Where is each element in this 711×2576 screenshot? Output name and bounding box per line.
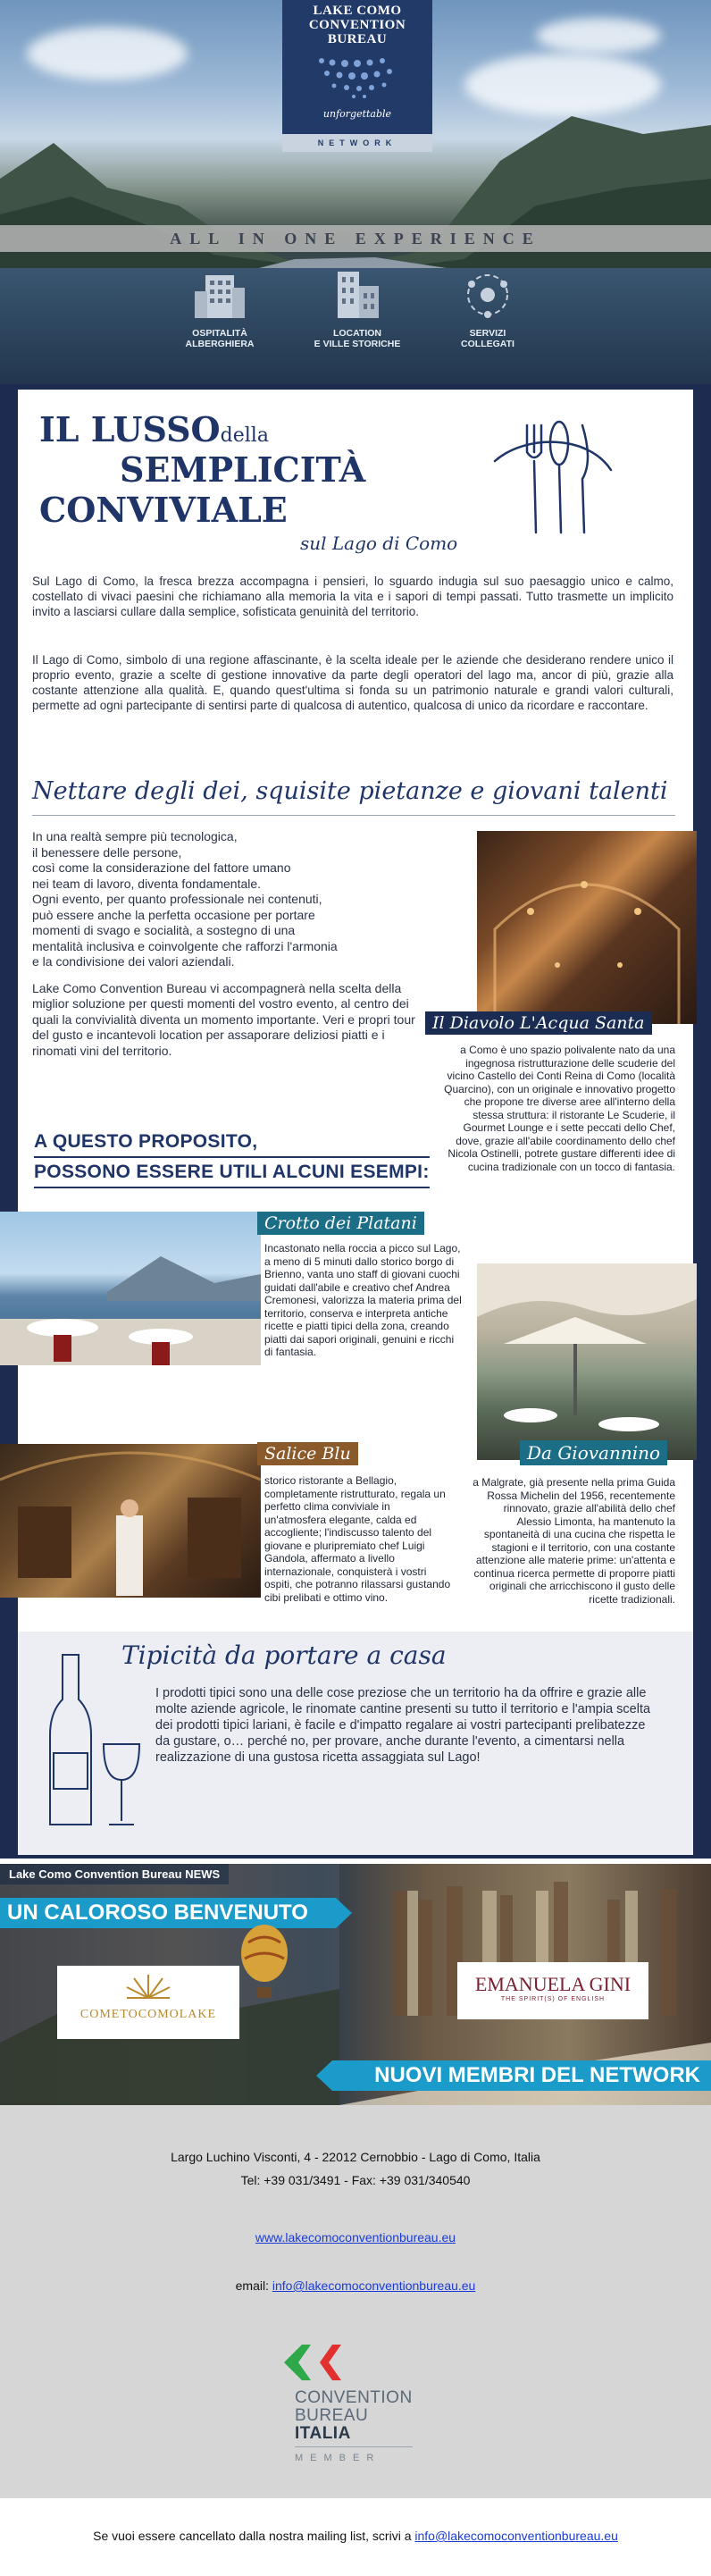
text-line: Ogni evento, per quanto professionale nei contenuti, bbox=[32, 892, 322, 906]
venue-desc-diavolo: a Como è uno spazio polivalente nato da una ingegnosa ristrutturazione delle scuderie del vicino Castello dei Conti Reina di Como (località Quarcino), con un originale e innovativo progetto che propone tre diverse aree all'interno della stessa struttura: il ristorante Le Scuderie, il Gourmet Lounge e i sette peccati dello Chef, dove, grazie all'abile coordinamento dello chef Nicola Ostinelli, potrete gustare differenti idee di cucina tradizionale con un tocco di fantasia. bbox=[444, 1044, 675, 1173]
hero-subtitle: sul Lago di Como bbox=[300, 533, 458, 554]
logo-line: BUREAU bbox=[327, 32, 388, 46]
member-card-emanuela-gini[interactable] bbox=[457, 1962, 648, 2019]
unsubscribe-text: Se vuoi essere cancellato dalla nostra mailing list, scrivi a bbox=[93, 2529, 412, 2543]
footer-phone: Tel: +39 031/3491 - Fax: +39 031/340540 bbox=[240, 2173, 471, 2187]
website-link[interactable]: www.lakecomoconventionbureau.eu bbox=[255, 2230, 456, 2245]
logo-network-label: NETWORK bbox=[282, 134, 432, 152]
lake-terrace-image bbox=[0, 1212, 261, 1365]
text-line: il benessere delle persone, bbox=[32, 844, 182, 860]
hero-title bbox=[39, 409, 365, 530]
divider bbox=[32, 815, 675, 816]
footer-email-row bbox=[0, 2278, 711, 2293]
hot-air-balloon-icon bbox=[236, 1923, 293, 2003]
arched-cellar-image bbox=[477, 831, 697, 1024]
footer-address: Largo Luchino Visconti, 4 - 22012 Cernobbio - Lago di Como, Italia bbox=[171, 2150, 540, 2164]
crotto-photo bbox=[0, 1212, 261, 1365]
email-label: email: bbox=[235, 2278, 269, 2293]
heading-line: POSSONO ESSERE UTILI ALCUNI ESEMPI: bbox=[34, 1158, 430, 1188]
service-label: SERVIZI bbox=[469, 328, 506, 339]
tipicita-title: Tipicità da portare a casa bbox=[121, 1640, 447, 1670]
talenti-text bbox=[32, 829, 425, 1070]
text-line: può essere anche la perfetta occasione per portare bbox=[32, 907, 315, 922]
member-subtitle: THE SPIRIT(S) OF ENGLISH bbox=[500, 1996, 606, 2002]
cutlery-icon bbox=[489, 407, 615, 541]
text-line: In una realtà sempre più tecnologica, bbox=[32, 829, 238, 843]
service-label: LOCATION bbox=[332, 328, 382, 339]
sun-logo-icon bbox=[121, 1971, 175, 2000]
member-name: COMETOCOMOLAKE bbox=[79, 2008, 217, 2021]
banner-arrow bbox=[316, 2060, 332, 2091]
hero-title-line: SEMPLICITÀ bbox=[120, 449, 366, 490]
venue-desc-giovannino: a Malgrate, già presente nella prima Guida Rossa Michelin del 1956, recentemente rinnovato, grazie all'abilità dello chef Alessio Limonta, ha mantenuto la spontaneità di una cucina che rispetta le stagioni e il territorio, con una costante attenzione alle materie prime: un'attenta e continua ricerca permette di proporre piatti originali che arricchiscono il gusto delle ricette tradizionali. bbox=[473, 1476, 675, 1606]
new-members-banner: NUOVI MEMBRI DEL NETWORK bbox=[332, 2060, 711, 2091]
hero-paragraph-1: Sul Lago di Como, la fresca brezza accompagna i pensieri, lo sguardo indugia sul suo paesaggio unico e calmo, costellato di vivaci paesini che richiamano alla memoria la vita e i sapori di tempi passati. Tutto trasmette un implicito invito a lasciarsi cullare dalla semplice, sofisticata genuinità del territorio. bbox=[32, 575, 673, 618]
esempi-heading bbox=[34, 1128, 430, 1188]
hero-title-line: IL LUSSO bbox=[39, 409, 221, 449]
service-label: ALBERGHIERA bbox=[185, 339, 255, 349]
venue-tag-salice: Salice Blu bbox=[257, 1442, 358, 1465]
service-label: E VILLE STORICHE bbox=[314, 339, 401, 349]
banner-arrow bbox=[336, 1898, 352, 1928]
cbi-member: MEMBER bbox=[295, 2446, 413, 2467]
wine-cellar-image bbox=[0, 1444, 261, 1598]
email-link[interactable]: info@lakecomoconventionbureau.eu bbox=[272, 2278, 476, 2293]
member-name: EMANUELA GINI bbox=[474, 1973, 632, 1995]
venue-tag-crotto: Crotto dei Platani bbox=[257, 1212, 424, 1235]
hero-title-line: CONVIVIALE bbox=[39, 490, 288, 530]
news-label: Lake Como Convention Bureau NEWS bbox=[0, 1864, 229, 1884]
tagline-band: ALL IN ONE EXPERIENCE bbox=[0, 225, 711, 252]
giovannino-photo bbox=[477, 1263, 697, 1460]
venue-desc-salice: storico ristorante a Bellagio, completamente ristrutturato, regala un perfetto clima conviviale in un'atmosfera elegante, calda ed accogliente; l'indiscusso talento del giovane e pluripremiato chef Luigi Gandola, affermato a livello internazionale, conquisterà i vostri ospiti, che potranno rilassarsi gustando cibi prelibati e ottimo vino. bbox=[264, 1474, 451, 1604]
section-heading-talenti: Nettare degli dei, squisite pietanze e giovani talenti bbox=[32, 777, 668, 805]
footer-website-row bbox=[0, 2230, 711, 2245]
heading-line: A QUESTO PROPOSITO, bbox=[34, 1128, 430, 1158]
venue-tag-giovannino: Da Giovannino bbox=[520, 1440, 667, 1465]
logo-line: LAKE COMO bbox=[313, 4, 402, 18]
convention-bureau-italia-logo[interactable] bbox=[282, 2341, 434, 2480]
logo-script: unforgettable bbox=[322, 108, 392, 120]
member-card-cometocomolake[interactable] bbox=[57, 1966, 239, 2039]
service-location[interactable] bbox=[304, 270, 411, 349]
building-columns-icon bbox=[329, 270, 386, 320]
venue-tag-diavolo: Il Diavolo L'Acqua Santa bbox=[425, 1011, 652, 1035]
text-line: nei team di lavoro, diventa fondamentale. bbox=[32, 876, 262, 891]
service-ospitalita[interactable] bbox=[166, 270, 273, 349]
salice-photo bbox=[0, 1444, 261, 1598]
text-line: così come la considerazione del fattore umano bbox=[32, 860, 291, 875]
dots-logo-icon bbox=[304, 52, 411, 102]
wine-bottle-icon bbox=[36, 1646, 143, 1833]
venue-desc-crotto: Incastonato nella roccia a picco sul Lago, a meno di 5 minuti dallo storico borgo di Brienno, vanta uno staff di giovani cuochi guidati dall'abile e creativo chef Andrea Cremonesi, valorizza la materia prima del territorio, conserva e interpreta antiche ricette e piatti tipici della zona, creando piatti dai sapori originali, genuini e ricchi di fantasia. bbox=[264, 1242, 462, 1358]
lake-como-cb-logo[interactable] bbox=[282, 0, 432, 152]
text-line: mentalità inclusiva e coinvolgente che rafforzi l'armonia bbox=[32, 938, 338, 953]
welcome-banner: UN CALOROSO BENVENUTO bbox=[0, 1898, 336, 1928]
tipicita-text: I prodotti tipici sono una delle cose preziose che un territorio ha da offrire e grazie alle molte aziende agricole, le rinomate cantine presenti su tutto il territorio e l'ampia scelta dei prodotti tipici lariani, è facile e d'impatto regalare ai vostri partecipanti prelibatezze da gustare, o… perché no, per provare, anche durante l'evento, a cimentarsi nella realizzazione di una gustosa ricetta assaggiata sul Lago! bbox=[155, 1686, 651, 1765]
talenti-paragraph-2: Lake Como Convention Bureau vi accompagnerà nella scelta della miglior soluzione per questi momenti del vostro evento, al centro dei quali la convivialità diventa un momento importante. Veri e propri tour del gusto e incantevoli location per assaporare deliziosi piatti e i rinomati vini del territorio. bbox=[32, 980, 415, 1058]
cbi-line: ITALIA bbox=[295, 2424, 351, 2443]
hero-paragraph-2: Il Lago di Como, simbolo di una regione affascinante, è la scelta ideale per le aziende che desiderano rendere unico il proprio evento, grazie a scelte di gestione innovative da parte degli operatori del lago ma, ancor di più, grazie alla costante attenzione alla qualità. E, quando quest'ultima si fonda su un patrimonio naturale e grandi valori culturali, permette ad ogni partecipante di sentirsi parte di qualcosa di autentico, qualcosa di unico da ricordare e raccontare. bbox=[32, 653, 673, 712]
garden-terrace-image bbox=[477, 1263, 697, 1460]
service-servizi[interactable] bbox=[434, 270, 541, 349]
logo-line: CONVENTION bbox=[308, 18, 406, 32]
cbi-line: BUREAU bbox=[295, 2406, 369, 2425]
service-label: COLLEGATI bbox=[461, 339, 514, 349]
unsubscribe-email-link[interactable]: info@lakecomoconventionbureau.eu bbox=[414, 2529, 618, 2543]
network-circle-icon bbox=[459, 270, 516, 320]
text-line: e la condivisione dei valori aziendali. bbox=[32, 954, 235, 969]
cbi-arrows-icon bbox=[282, 2341, 372, 2386]
text-line: momenti di svago e socialità, a sostegno di una bbox=[32, 923, 296, 937]
service-label: OSPITALITÀ bbox=[192, 328, 247, 339]
hero-title-small: della bbox=[220, 424, 269, 447]
diavolo-photo bbox=[477, 831, 697, 1024]
hotel-building-icon bbox=[191, 270, 248, 320]
cbi-line: CONVENTION bbox=[295, 2388, 413, 2407]
unsubscribe-row bbox=[0, 2529, 711, 2543]
